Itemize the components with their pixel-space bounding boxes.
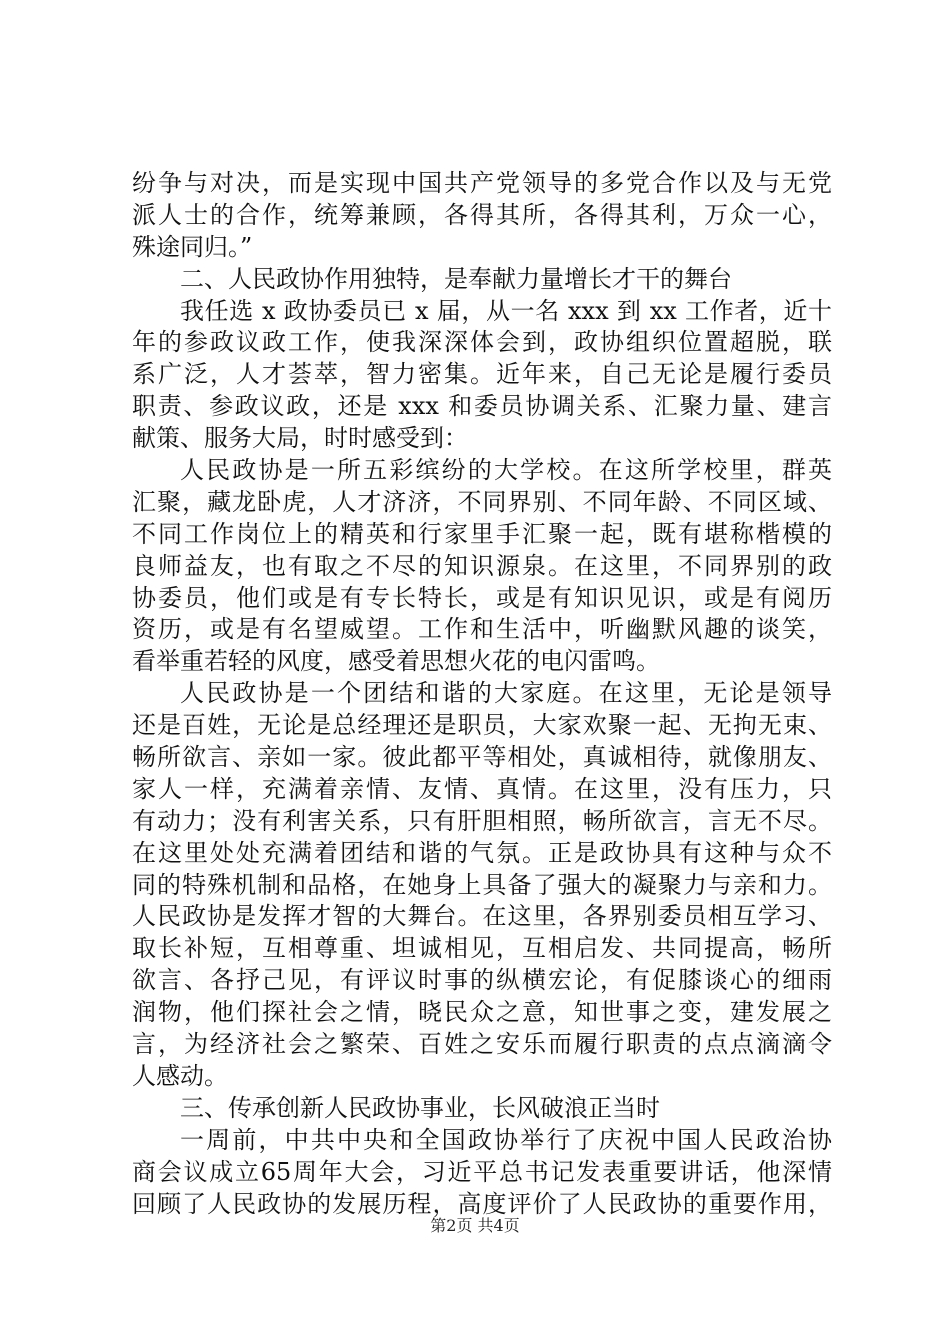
text-line: 人民政协是发挥才智的大舞台。在这里，各界别委员相互学习、 xyxy=(132,902,832,931)
text-line: 回顾了人民政协的发展历程，高度评价了人民政协的重要作用， xyxy=(132,1189,832,1218)
text-line: 我任选 x 政协委员已 x 届，从一名 xxx 到 xx 工作者，近十 xyxy=(180,296,832,325)
text-line: 欲言、各抒己见，有评议时事的纵横宏论，有促膝谈心的细雨 xyxy=(132,966,832,995)
text-line: 协委员，他们或是有专长特长，或是有知识见识，或是有阅历 xyxy=(132,583,832,612)
text-line: 言，为经济社会之繁荣、百姓之安乐而履行职责的点点滴滴令 xyxy=(132,1030,832,1059)
text-line: 系广泛，人才荟萃，智力密集。近年来，自己无论是履行委员 xyxy=(132,360,832,389)
text-line: 年的参政议政工作，使我深深体会到，政协组织位置超脱，联 xyxy=(132,328,832,357)
text-line: 还是百姓，无论是总经理还是职员，大家欢聚一起、无拘无束、 xyxy=(132,711,832,740)
text-line: 良师益友，也有取之不尽的知识源泉。在这里，不同界别的政 xyxy=(132,551,832,580)
text-line: 人民政协是一个团结和谐的大家庭。在这里，无论是领导 xyxy=(180,679,832,708)
document-body xyxy=(132,168,832,1220)
text-line: 二、人民政协作用独特，是奉献力量增长才干的舞台 xyxy=(180,264,732,293)
text-line: 不同工作岗位上的精英和行家里手汇聚一起，既有堪称楷模的 xyxy=(132,519,832,548)
text-line: 派人士的合作，统筹兼顾，各得其所，各得其利，万众一心， xyxy=(132,200,832,229)
text-line: 商会议成立65周年大会，习近平总书记发表重要讲话，他深情 xyxy=(132,1157,832,1186)
text-line: 职责、参政议政，还是 xxx 和委员协调关系、汇聚力量、建言 xyxy=(132,392,832,421)
text-line: 看举重若轻的风度，感受着思想火花的电闪雷鸣。 xyxy=(132,647,660,676)
text-line: 畅所欲言、亲如一家。彼此都平等相处，真诚相待，就像朋友、 xyxy=(132,743,832,772)
text-line: 一周前，中共中央和全国政协举行了庆祝中国人民政治协 xyxy=(180,1125,832,1154)
text-line: 三、传承创新人民政协事业，长风破浪正当时 xyxy=(180,1093,660,1122)
text-line: 取长补短，互相尊重、坦诚相见，互相启发、共同提高，畅所 xyxy=(132,934,832,963)
text-line: 在这里处处充满着团结和谐的气氛。正是政协具有这种与众不 xyxy=(132,838,832,867)
page-footer xyxy=(0,1213,950,1236)
page-number-label: 第2页 共4页 xyxy=(430,1216,520,1235)
text-line: 家人一样，充满着亲情、友情、真情。在这里，没有压力，只 xyxy=(132,774,832,803)
text-line: 殊途同归。” xyxy=(132,232,253,261)
text-line: 纷争与对决，而是实现中国共产党领导的多党合作以及与无党 xyxy=(132,169,832,197)
text-line: 资历，或是有名望威望。工作和生活中，听幽默风趣的谈笑， xyxy=(132,615,832,644)
text-line: 人感动。 xyxy=(132,1061,228,1090)
text-line: 有动力；没有利害关系，只有肝胆相照，畅所欲言，言无不尽。 xyxy=(132,806,832,835)
text-line: 润物，他们探社会之情，晓民众之意，知世事之变，建发展之 xyxy=(132,998,832,1027)
text-line: 人民政协是一所五彩缤纷的大学校。在这所学校里，群英 xyxy=(180,456,832,485)
text-line: 同的特殊机制和品格，在她身上具备了强大的凝聚力与亲和力。 xyxy=(132,870,832,899)
text-line: 献策、服务大局，时时感受到： xyxy=(132,424,468,453)
text-line: 汇聚，藏龙卧虎，人才济济，不同界别、不同年龄、不同区域、 xyxy=(132,487,832,516)
